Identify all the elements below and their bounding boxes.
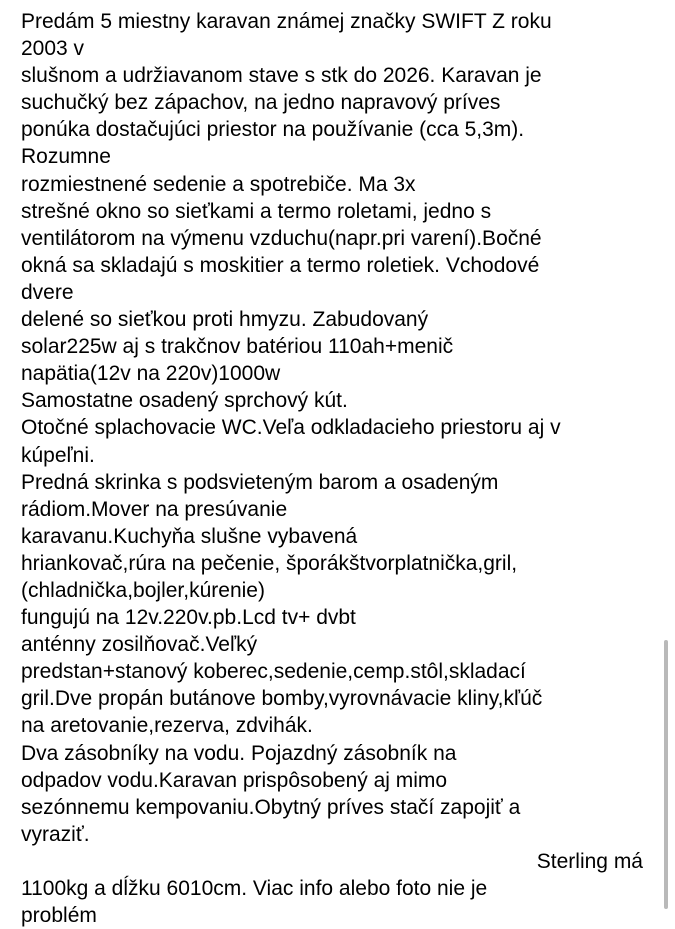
text-line: Samostatne osadený sprchový kút.	[21, 389, 348, 413]
text-line: Rozumne	[21, 145, 111, 169]
text-line: strešné okno so sieťkami a termo roletami, jedno s	[21, 199, 492, 223]
text-line: 1100kg a dĺžku 6010cm. Viac info alebo foto nie je	[21, 877, 488, 900]
text-line: rádiom.Mover na presúvanie	[21, 497, 288, 521]
text-line: suchučký bez zápachov, na jedno napravový príves	[21, 91, 501, 115]
text-line: rozmiestnené sedenie a spotrebiče. Ma 3x	[21, 172, 416, 196]
text-line: (chladnička,bojler,kúrenie)	[21, 578, 265, 602]
text-line: Predám 5 miestny karavan známej značky SWIFT Z roku	[21, 10, 552, 33]
text-line: Predná skrinka s podsvieteným barom a osadeným	[21, 470, 499, 494]
text-line: anténny zosilňovač.Veľký	[21, 633, 258, 657]
text-line: sezónnemu kempovaniu.Obytný príves stačí zapojiť a	[21, 795, 521, 819]
vertical-scrollbar[interactable]	[664, 640, 668, 909]
text-line: fungujú na 12v.220v.pb.Lcd tv+ dvbt	[21, 606, 356, 630]
text-line: Otočné splachovacie WC.Veľa odkladacieho priestoru aj v	[21, 416, 561, 440]
text-line: delené so sieťkou proti hmyzu. Zabudovaný	[21, 308, 429, 332]
text-line-right-aligned: Sterling má	[536, 849, 643, 873]
text-line: vyraziť.	[21, 822, 90, 846]
text-line: odpadov vodu.Karavan prispôsobený aj mimo	[21, 768, 448, 792]
listing-description	[21, 8, 651, 929]
text-line: na aretovanie,rezerva, zdvihák.	[21, 714, 313, 738]
text-line: okná sa skladajú s moskitier a termo roletiek. Vchodové	[21, 253, 540, 277]
text-line: solar225w aj s trakčnov batériou 110ah+menič	[21, 335, 454, 359]
text-line: kúpeľni.	[21, 443, 95, 467]
text-line: Dva zásobníky na vodu. Pojazdný zásobník na	[21, 741, 457, 765]
text-line: hriankovač,rúra na pečenie, šporákštvorplatnička,gril,	[21, 551, 518, 575]
text-line: gril.Dve propán butánove bomby,vyrovnávacie kliny,kľúč	[21, 687, 543, 711]
text-line: predstan+stanový koberec,sedenie,cemp.stôl,skladací	[21, 660, 526, 684]
text-line: 2003 v	[21, 37, 85, 61]
text-line: slušnom a udržiavanom stave s stk do 2026. Karavan je	[21, 64, 542, 88]
text-line: napätia(12v na 220v)1000w	[21, 362, 281, 386]
text-line: problém	[21, 904, 97, 928]
text-line: dvere	[21, 280, 74, 304]
text-line: ponúka dostačujúci priestor na používanie (cca 5,3m).	[21, 118, 525, 142]
text-line: ventilátorom na výmenu vzduchu(napr.pri varení).Bočné	[21, 226, 542, 250]
text-line: karavanu.Kuchyňa slušne vybavená	[21, 524, 358, 548]
